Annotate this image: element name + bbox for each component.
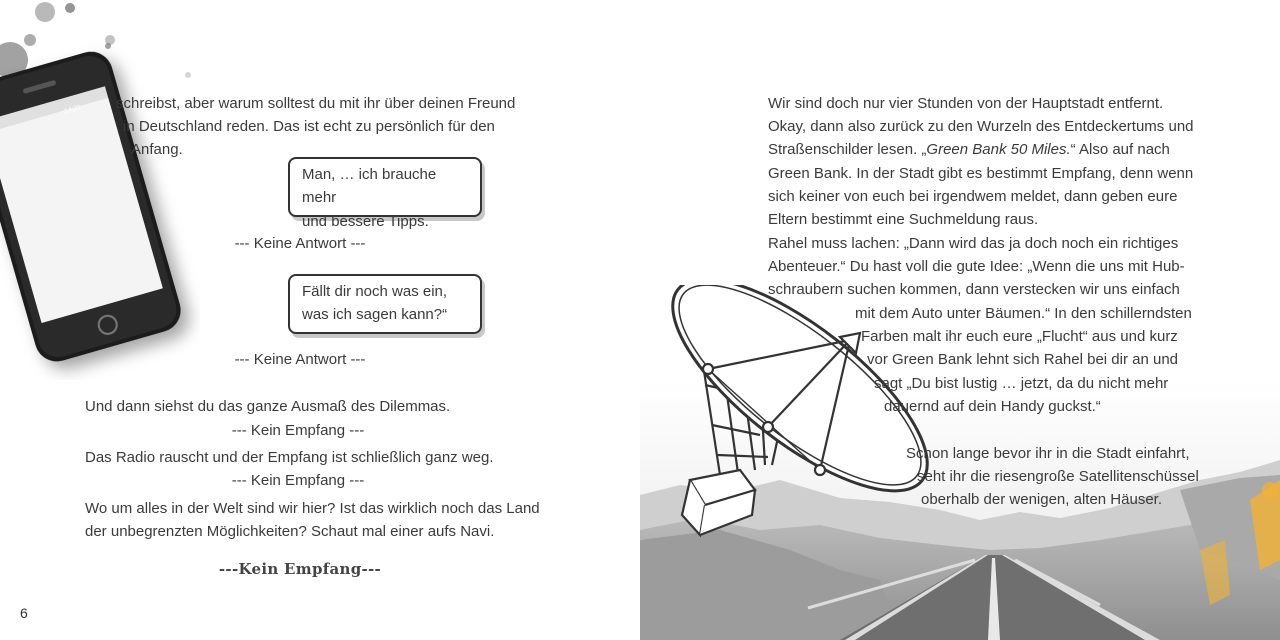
para1-line-9: schraubern suchen kommen, dann verstecken wir uns einfach: [768, 281, 1180, 298]
bubble-2-line-2: was ich sagen kann?“: [302, 306, 448, 324]
where-line-1: Wo um alles in der Welt sind wir hier? Ist das wirklich noch das Land: [85, 500, 540, 517]
smartphone-illustration: [0, 40, 200, 380]
no-answer-1: --- Keine Antwort ---: [234, 235, 366, 252]
para1-line-8: Abenteuer.“ Du hast voll die gute Idee: „Wenn die uns mit Hub-: [768, 258, 1185, 275]
no-answer-2: --- Keine Antwort ---: [234, 351, 366, 368]
para1-line-3-pre: Straßenschilder lesen. „: [768, 141, 927, 158]
para1-line-10: mit dem Auto unter Bäumen.“ In den schillerndsten: [855, 305, 1192, 322]
para1-line-4: Green Bank. In der Stadt gibt es bestimmt Empfang, denn wenn: [768, 165, 1194, 182]
bubble-1-line-2: und bessere Tipps.: [302, 212, 429, 230]
no-signal-fancy: ---Kein Empfang---: [218, 560, 382, 578]
para1-line-7: Rahel muss lachen: „Dann wird das ja doch noch ein richtiges: [768, 235, 1179, 252]
dilemma-line: Und dann siehst du das ganze Ausmaß des Dilemmas.: [85, 398, 451, 415]
road-sign-text: Green Bank 50 Miles.: [926, 141, 1071, 158]
para2-line-3: oberhalb der wenigen, alten Häuser.: [921, 491, 1162, 508]
intro-line-3: Anfang.: [131, 141, 183, 158]
para1-line-12: vor Green Bank lehnt sich Rahel bei dir an und: [867, 351, 1179, 368]
para1-line-5: sich keiner von euch bei irgendwem meldet, dann geben eure: [768, 188, 1178, 205]
para2-line-2: seht ihr die riesengroße Satellitenschüssel: [917, 468, 1199, 485]
intro-line-1: schreibst, aber warum solltest du mit ihr über deinen Freund: [116, 95, 516, 112]
intro-line-2: in Deutschland reden. Das ist echt zu persönlich für den: [123, 118, 495, 135]
no-signal-2: --- Kein Empfang ---: [231, 472, 365, 489]
para1-line-2: Okay, dann also zurück zu den Wurzeln des Entdeckertums und: [768, 118, 1194, 135]
para2-line-1: Schon lange bevor ihr in die Stadt einfahrt,: [906, 445, 1190, 462]
bubble-2-line-1: Fällt dir noch was ein,: [302, 283, 448, 300]
para1-line-13: sagt „Du bist lustig … jetzt, da du nicht mehr: [874, 375, 1169, 392]
phone-time: 14:21: [63, 103, 83, 116]
para1-line-11: Farben malt ihr euch eure „Flucht“ aus und kurz: [861, 328, 1178, 345]
where-line-2: der unbegrenzten Möglichkeiten? Schaut mal einer aufs Navi.: [85, 523, 495, 540]
speech-bubble-2: [288, 274, 482, 334]
speech-bubble-1: [288, 157, 482, 230]
para1-line-1: Wir sind doch nur vier Stunden von der Hauptstadt entfernt.: [768, 95, 1164, 112]
para1-line-14: dauernd auf dein Handy guckst.“: [884, 398, 1101, 415]
page-number: 6: [20, 605, 28, 621]
right-page: [640, 0, 1280, 640]
para1-line-6: Eltern bestimmt eine Suchmeldung raus.: [768, 211, 1039, 228]
para1-line-3: [768, 138, 1170, 161]
para1-line-3-post: “ Also auf nach: [1070, 141, 1170, 158]
radio-line: Das Radio rauscht und der Empfang ist schließlich ganz weg.: [85, 449, 494, 466]
no-signal-1: --- Kein Empfang ---: [231, 422, 365, 439]
bubble-1-line-1: Man, … ich brauche mehr: [302, 166, 437, 207]
